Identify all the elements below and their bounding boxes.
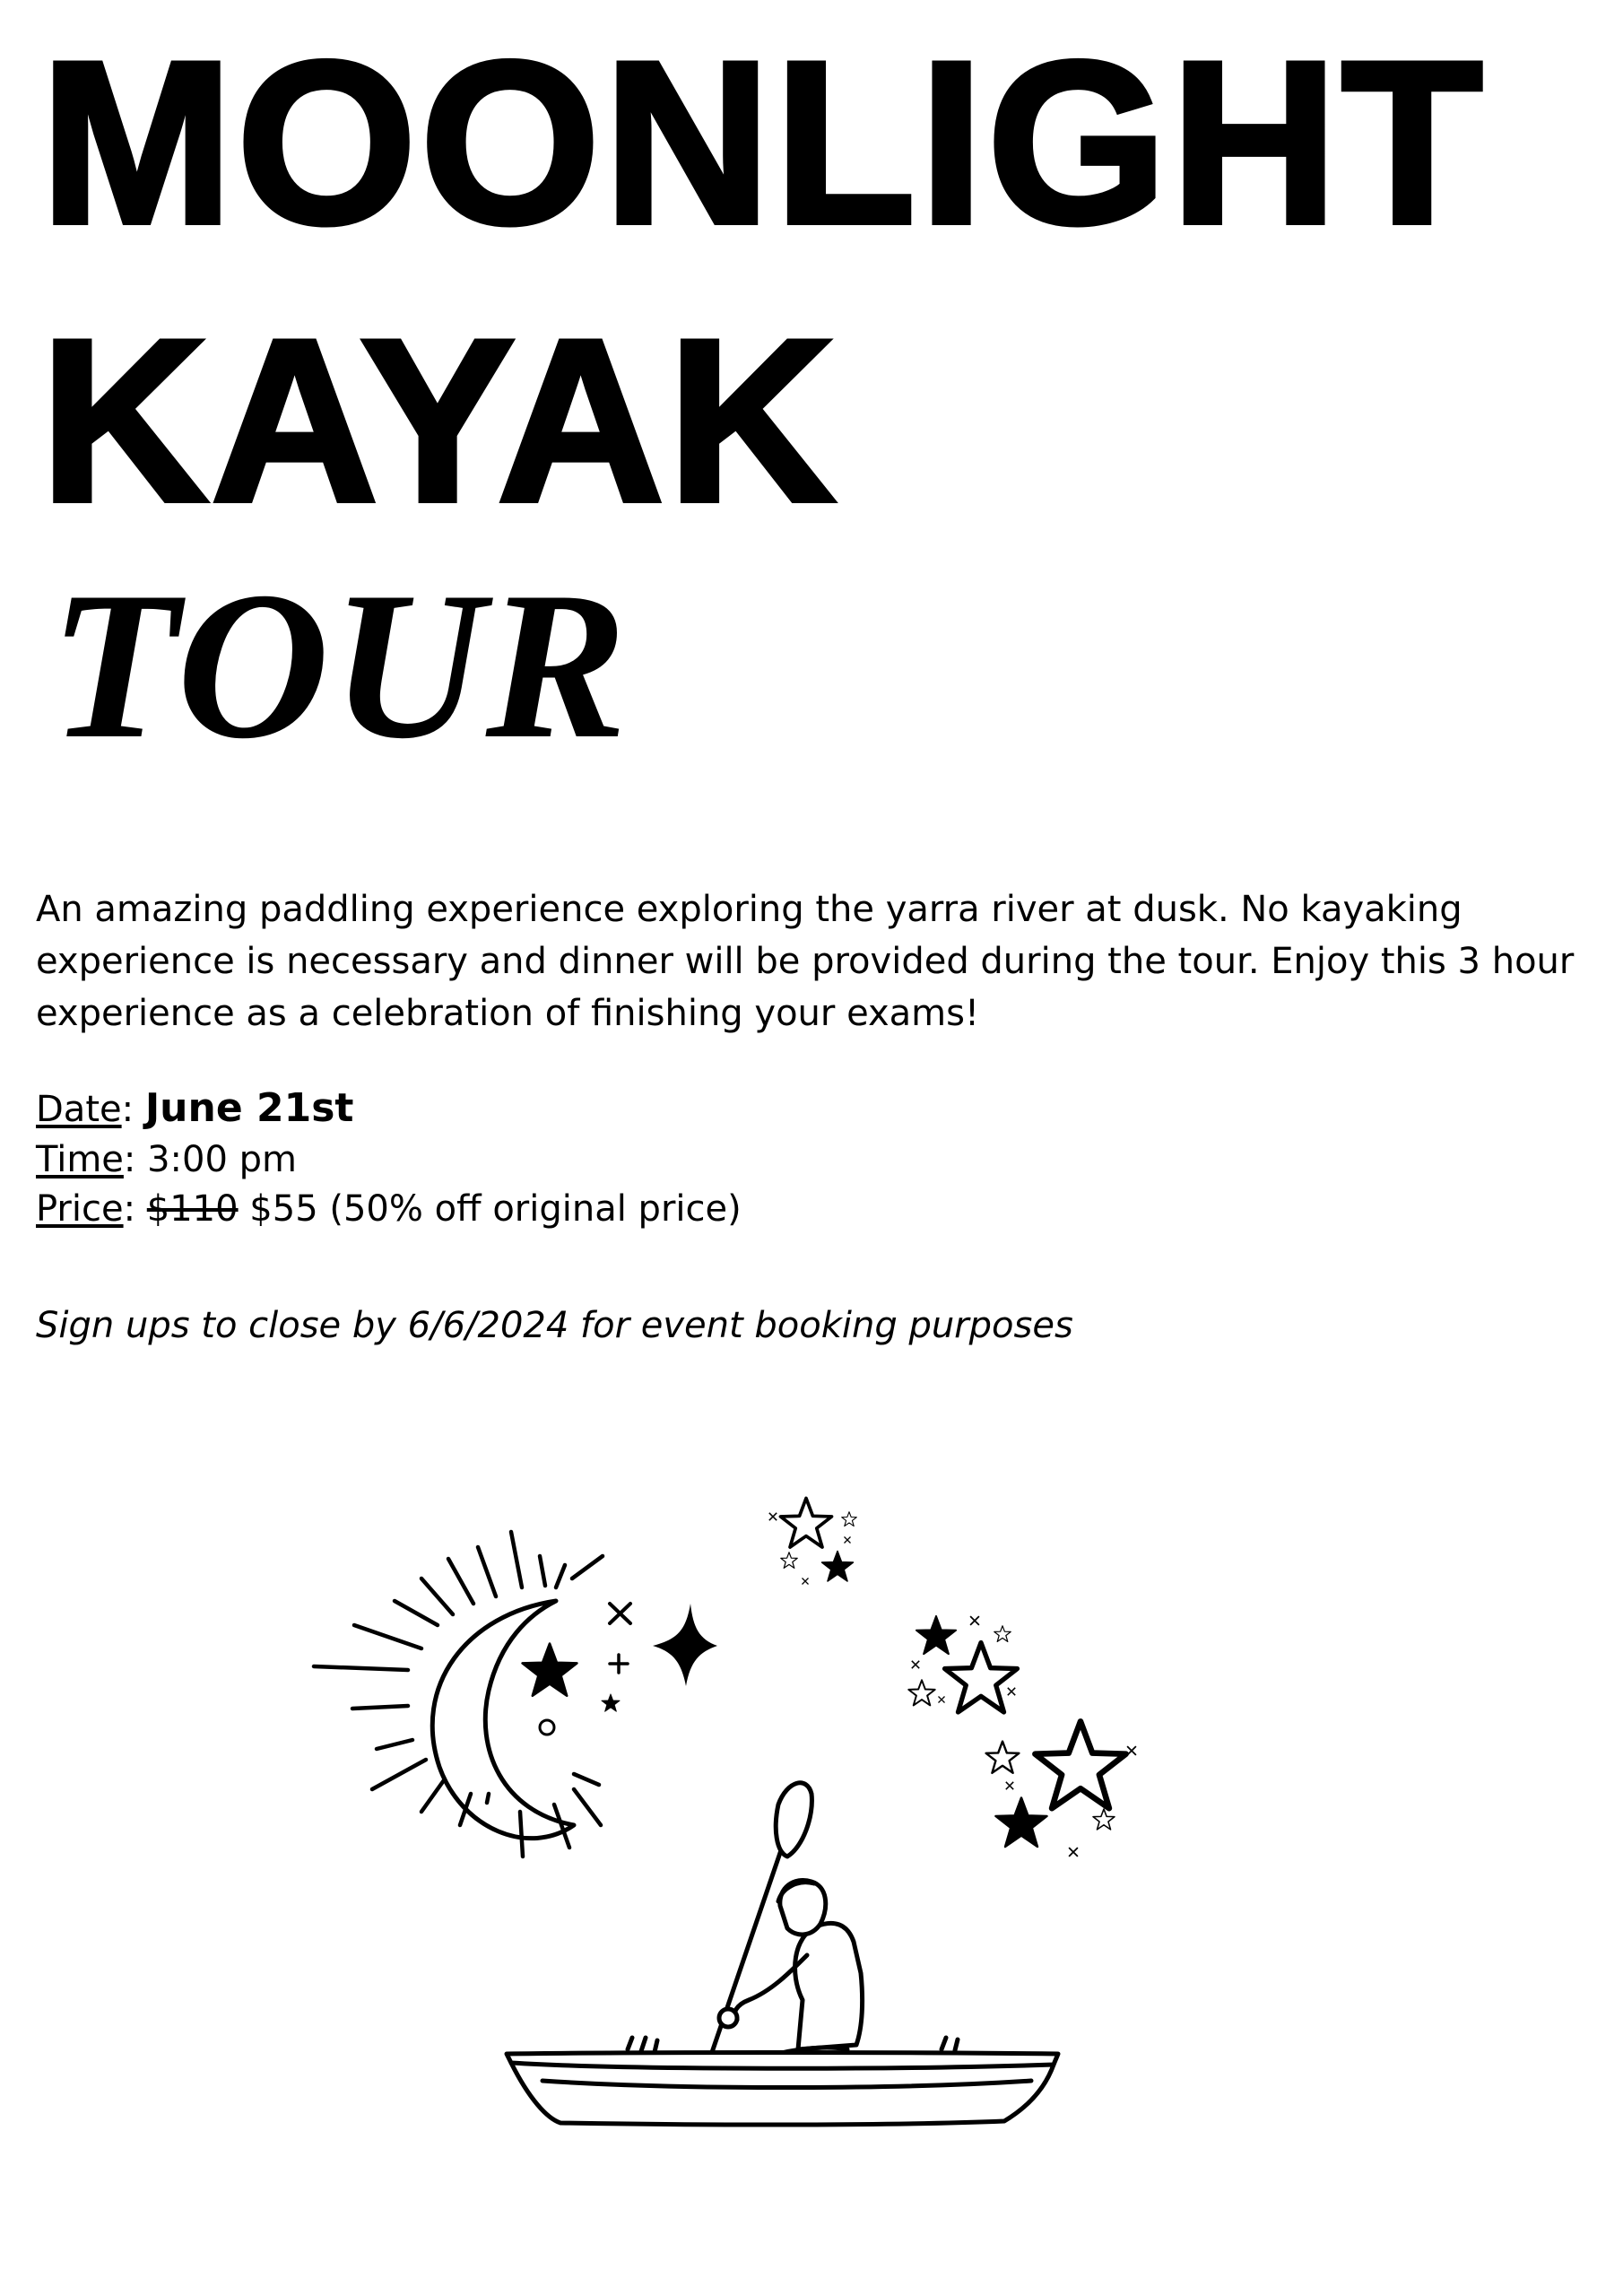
sun-rays-icon — [314, 1532, 603, 1857]
circle-dot-icon — [540, 1720, 554, 1735]
title-line-moonlight: MOONLIGHT — [40, 13, 1487, 272]
price-discounted: $55 (50% off original price) — [249, 1188, 742, 1230]
time-value: 3:00 pm — [147, 1139, 297, 1180]
price-original: $110 — [146, 1188, 239, 1230]
title-line-kayak: KAYAK — [40, 291, 838, 550]
plus-icon — [610, 1655, 628, 1673]
star-cluster-lower — [986, 1721, 1136, 1856]
time-colon: : — [123, 1139, 148, 1180]
date-line — [36, 1083, 353, 1135]
kayak-illustration — [0, 1471, 1623, 2152]
star-cluster-top — [769, 1498, 856, 1584]
cross-icon — [610, 1604, 630, 1623]
title-line-tour: TOUR — [49, 549, 629, 783]
moon-icon — [432, 1601, 574, 1839]
price-line — [36, 1184, 742, 1234]
kayak-icon — [507, 2038, 1058, 2125]
star-icon — [602, 1694, 620, 1711]
star-icon — [523, 1644, 577, 1696]
time-line — [36, 1135, 297, 1185]
event-description: An amazing paddling experience exploring the yarra river at dusk. No kayaking experience is necessary and dinner will be provided during the tour. Enjoy this 3 hour experience as a celebration of finishing your exams! — [36, 889, 1575, 1034]
signup-note: Sign ups to close by 6/6/2024 for event booking purposes — [36, 1305, 1073, 1346]
price-colon: : — [123, 1188, 147, 1230]
price-label: Price — [36, 1188, 124, 1230]
date-colon: : — [121, 1089, 145, 1130]
time-label: Time — [36, 1139, 124, 1180]
sparkle-icon — [653, 1604, 717, 1686]
date-label: Date — [36, 1089, 122, 1130]
star-cluster-middle — [908, 1616, 1017, 1712]
date-value: June 21st — [144, 1085, 354, 1131]
